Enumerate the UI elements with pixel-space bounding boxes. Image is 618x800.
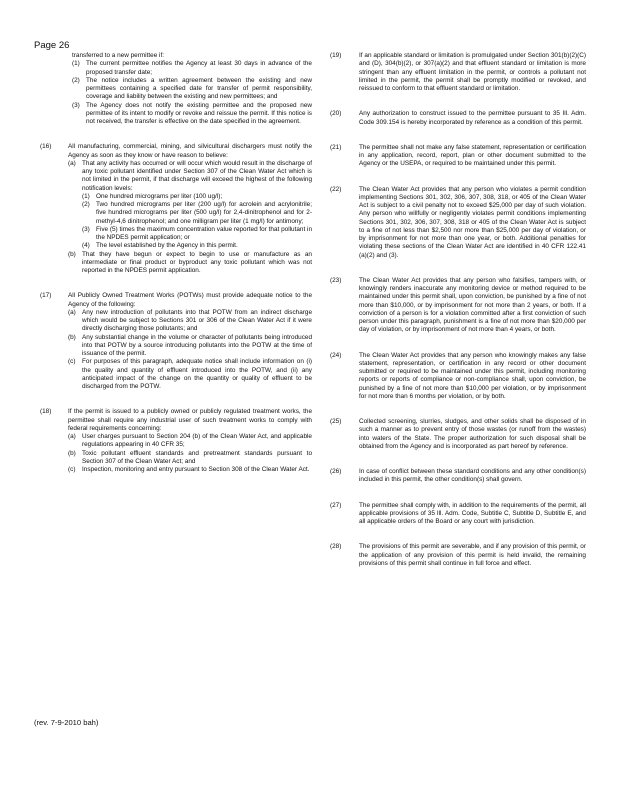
item-15-continuation [72, 52, 312, 126]
item-24: (24) The Clean Water Act provides that any person who knowingly makes any false statement, representation, or certification in any record or other document submitted or required to be maintained under this permit, including monitoring reports or reports of compliance or non-compliance shall, upon conviction, be punished by a fine of not more than $10,000 per violation, or by imprisonment for not more than 6 months per violation, or by both. [330, 351, 586, 400]
item-25: (25) Collected screening, slurries, sludges, and other solids shall be disposed of in such a manner as to prevent entry of those wastes (or runoff from the wastes) into waters of the State. The proper authorization for such disposal shall be obtained from the Agency and is incorporated as part hereof by reference. [330, 418, 586, 450]
item-26: (26) In case of conflict between these standard conditions and any other condition(s) included in this permit, the other condition(s) shall govern. [330, 468, 586, 484]
list-item: (4) The level established by the Agency in this permit. [82, 242, 238, 250]
item-22: (22) The Clean Water Act provides that any person who violates a permit condition implementing Sections 301, 302, 306, 307, 308, 318, or 405 of the Clean Water Act is subject to a civil penalty not to exceed $25,000 per day of such violation. Any person who willfully or negligently violates permit conditions implementing Sections 301, 302, 306, 307, 308, 318 or 405 of the Clean Water Act is subject to a fine of not less than $2,500 nor more than $25,000 per day of violation, or by imprisonment for not more than one year, or both. Additional penalties for violating these sections of the Clean Water Act are identified in 40 CFR 122.41 (a)(2) and (3). [330, 185, 586, 259]
item-18-intro: If the permit is issued to a publicly owned or publicly regulated treatment works, the permittee shall require any industrial user of such treatment works to comply with federal requirements concerning: [68, 408, 312, 432]
left-column [40, 52, 312, 474]
item-18 [40, 408, 312, 474]
revision-footer: (rev. 7-9-2010 bah) [34, 718, 99, 727]
item-28: (28) The provisions of this permit are severable, and if any provision of this permit, or the application of any provision of this permit is held invalid, the remaining provisions of this permit shall continue in full force and effect. [330, 543, 586, 567]
list-item: (b) That they have begun or expect to begin to use or manufacture as an intermediate or final product or byproduct any toxic pollutant which was not reported in the NPDES permit application. [68, 250, 312, 274]
list-item: (c) Inspection, monitoring and entry pursuant to Section 308 of the Clean Water Act. [68, 466, 310, 473]
item-16 [40, 143, 312, 275]
item-17 [40, 292, 312, 391]
continuation-intro: transferred to a new permittee if: [72, 52, 164, 59]
item-19: (19) If an applicable standard or limitation is promulgated under Section 301(b)(2)(C) and (D), 304(b)(2), or 307(a)(2) and that effluent standard or limitation is more stringent than any effluent limitation in the permit, or controls a pollutant not limited in the permit, the permit shall be promptly modified or revoked, and reissued to conform to that effluent standard or limitation. [330, 52, 586, 92]
item-number: (18) [40, 408, 52, 416]
item-20: (20) Any authorization to construct issued to the permittee pursuant to 35 Ill. Adm. Code 309.154 is hereby incorporated by reference as a condition of this permit. [330, 110, 586, 126]
list-item: (b) Toxic pollutant effluent standards and pretreatment standards pursuant to Section 307 of the Clean Water Act; and [68, 449, 312, 465]
item-23: (23) The Clean Water Act provides that any person who falsifies, tampers with, or knowingly renders inaccurate any monitoring device or method required to be maintained under this permit shall, upon conviction, be punished by a fine of not more than $10,000, or by imprisonment for not more than 2 years, or both. If a conviction of a person is for a violation committed after a first conviction of such person under this paragraph, punishment is a fine of not more than $20,000 per day of violation, or by imprisonment of not more than 4 years, or both. [330, 276, 586, 334]
list-item: (a) Any new introduction of pollutants into that POTW from an indirect discharge which would be subject to Sections 301 or 306 of the Clean Water Act if it were directly discharging those pollutants; and [68, 308, 312, 333]
list-item: (a) That any activity has occurred or will occur which would result in the discharge of any toxic pollutant identified under Section 307 of the Clean Water Act which is not limited in the permit, if that discharge will exceed the highest of the following notification levels: (1) One hundred micrograms per liter (100 ug/l); (2) Two hundred micrograms per liter (200 ug/l) for acrolein and acrylonitrile; five hundred micrograms per liter (500 ug/l) for 2,4-dinitrophenol and for 2-methyl-4,6 dinitrophenol; and one milligram per liter (1 mg/l) for antimony; (3) Five (5) times the maximum concentration value reported for that pollutant in the NPDES permit application; or (4) The level established by the Agency in this permit. [68, 159, 312, 250]
list-item: (2) Two hundred micrograms per liter (200 ug/l) for acrolein and acrylonitrile; five hundred micrograms per liter (500 ug/l) for 2,4-dinitrophenol and for 2-methyl-4,6 dinitrophenol; and one milligram per liter (1 mg/l) for antimony; [82, 201, 312, 225]
item-27: (27) The permittee shall comply with, in addition to the requirements of the permit, all applicable provisions of 35 Ill. Adm. Code, Subtitle C, Subtitle D, Subtitle E, and all applicable orders of the Board or any court with jurisdiction. [330, 501, 586, 525]
list-item: (1) One hundred micrograms per liter (100 ug/l); [82, 192, 223, 200]
item-21: (21) The permittee shall not make any false statement, representation or certification in any application, record, report, plan or other document submitted to the Agency or the USEPA, or required to be maintained under this permit. [330, 143, 586, 168]
item-number: (17) [40, 292, 52, 300]
list-item: (1) The current permittee notifies the Agency at least 30 days in advance of the proposed transfer date; [72, 60, 312, 76]
list-item: (c) For purposes of this paragraph, adequate notice shall include information on (i) the quality and quantity of effluent introduced into the POTW, and (ii) any anticipated impact of the change on the quantity or quality of effluent to be discharged from the POTW. [68, 358, 312, 390]
list-item: (b) Any substantial change in the volume or character of pollutants being introduced into that POTW by a source introducing pollutants into the POTW at the time of issuance of the permit. [68, 333, 312, 357]
list-item: (2) The notice includes a written agreement between the existing and new permittees containing a specified date for transfer of permit responsibility, coverage and liability between the existing and new permittees; and [72, 76, 312, 101]
list-item: (3) The Agency does not notify the existing permittee and the proposed new permittee of its intent to modify or revoke and reissue the permit. If this notice is not received, the transfer is effective on the date specified in the agreement. [72, 101, 312, 125]
item-17-intro: All Publicly Owned Treatment Works (POTWs) must provide adequate notice to the Agency of the following: [68, 292, 312, 308]
item-number: (16) [40, 143, 52, 151]
page-number: Page 26 [34, 40, 70, 51]
list-item: (a) User charges pursuant to Section 204 (b) of the Clean Water Act, and applicable regulations appearing in 40 CFR 35; [68, 433, 312, 449]
right-column [330, 52, 586, 568]
item-16-intro: All manufacturing, commercial, mining, and silvicultural dischargers must notify the Agency as soon as they know or have reason to believe: [68, 143, 312, 159]
list-item: (3) Five (5) times the maximum concentration value reported for that pollutant in the NPDES permit application; or [82, 225, 312, 241]
